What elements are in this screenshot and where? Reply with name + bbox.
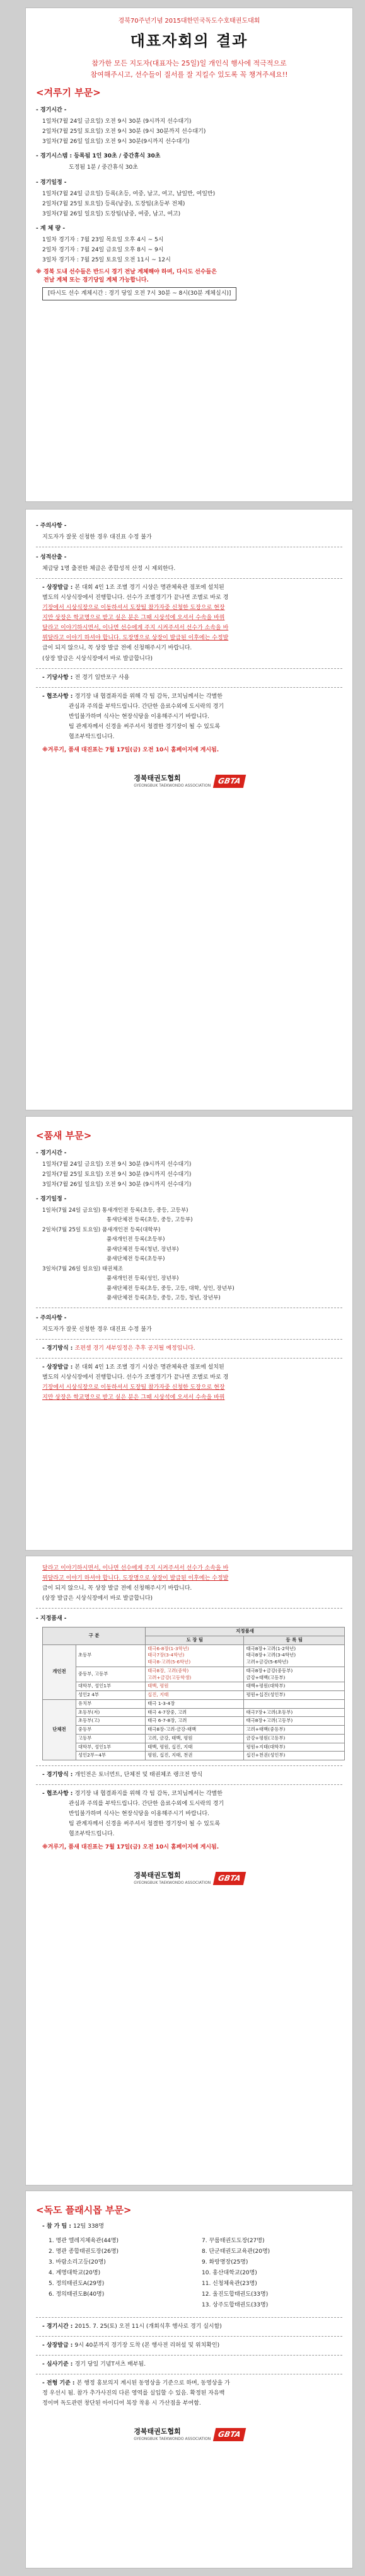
schedule-row: 2일차(7월 25일 토요일) 품새개인전 등록(대학부)	[42, 1226, 161, 1233]
table-cell: 평원+십진(성인부)	[244, 1691, 345, 1700]
list-item: 13. 상주도합태권도(33명)	[202, 2302, 269, 2309]
divider	[36, 2336, 342, 2337]
table-header: 등 록 팀	[244, 1636, 345, 1644]
results-sheet-part4: 달라고 이야기하시면서, 이나면 선수에게 주지 시켜주셔서 선수가 소속을 바 꿔달라고 이야기 하셔야 합니다. 도장명으로 상장이 발급된 이후에는 수정발 급이 되지 않으니, 꼭 상장 발급 전에 신청해주시기 바랍니다. (상장 발급은 시상식장에서 바로 발급합니다) - 지정품새 - 구 분 지정품새 도 장 팀 등 록 팀 개인전 초등부 태극6-8장(1-3학년) 태극7장(3-4학년) 태극8-고려(5-6학년) 태극8장+고려(1-2학년) 태극8장+고려(3-4학년) 고려+금강(5-6학년) 중등부, 고등부 태극8장, 고려(중학) 고려+금강(고등학생) 태극8장+금강(중등부) 금강+태백(고등부) 대학부, 성인1부 태백, 평원 태백+평원(대학부) 성인2 4부 십진, 지태 평원+십진(성인부) 단체전 유치부 태극 1-3-4장 초등부(저) 태극 4-7장중, 고려 태극7장+고려(초등부) 초등부(고) 태극 6-7-8장, 고려 태극8장+고려(고등부) 중등부 태극8장-고려-금강-태백 고려+태백(중등부) 고등부 고려, 금강, 태백, 평원 금강+평원(고등부) 대학부, 성인1부 태백, 평원, 십진, 지태 평원+지태(대학부) 성인2부~4부 평원, 십진, 지태, 천권 십진+천권(성인부) - 경기방식 : 개인전은 토너먼트, 단체전 및 태권체조 랭크전 방식 - 협조사항 : 경기장 내 협결좌지를 위해 각 팀 감독, 코치님께서는 각별한 관심과 주의를 부탁드립니다. 간단한 음료수외에 도시락의 경기 반입불가하며 식사는 현장식당을 이용해주시기 바랍니다. 팀 관계자께서 신경을 써주셔서 청결한 경기장이 될 수 있도록 협조부탁드립니다. ※겨루기, 품새 대진표는 7월 17일(금) 오전 10시 홈페이지에 게시됨. 경북태권도협회 GYEONGBUK TAEKWONDO ASSOCIATION GBTA	[25, 1556, 353, 2186]
table-cell: 태극7장+고려(초등부)	[244, 1708, 345, 1717]
scoring-text: 체급당 1명 출전한 체급은 종합성적 산정 시 제외한다.	[42, 566, 176, 573]
table-row	[43, 1691, 345, 1700]
weigh-row: 1일차 경기자 : 7월 23일 목요일 오후 4시 ~ 5시	[42, 236, 164, 243]
list-item: 9. 화랑명장(25명)	[202, 2259, 248, 2265]
table-cell: 중등부	[76, 1726, 145, 1735]
table-category: 단체전	[43, 1699, 76, 1760]
results-sheet-part2: - 주의사항 - 지도자가 잘못 신청한 경우 대진표 수정 불가 - 성적산출 - 체급당 1명 출전한 체급은 종합성적 산정 시 제외한다. - 상장발급 : 본 대회 4인 1조 조별 경기 시상은 명관체육관 점포에 설치된 별도의 시상식장에서 진행합니다. 선수가 조별경기가 끝나면 조별로 바로 경 기장에서 시상식장으로 이동하셔서 도장팀 참가자중 신청한 도장으로 현장 지만 상장은 학교명으로 받고 싶은 분은 그때 시상석에 오셔서 수속을 바꿔 달라고 이야기하시면서, 이나면 선수에게 주지 시켜주셔서 선수가 소속을 바 꿔달라고 이야기 하셔야 합니다. 도장명으로 상장이 발급된 이후에는 수정발 급이 되지 않으니, 꼭 상장 발급 전에 신청해주시기 바랍니다. (상장 발급은 시상식장에서 바로 발급합니다) - 기당사항 : 전 경기 일반포구 사용 - 협조사항 : 경기장 내 협결좌지를 위해 각 팀 감독, 코치님께서는 각별한 관심과 주의를 부탁드립니다. 간단한 음료수외에 도시락의 경기 반입불가하며 식사는 현장식당을 이용해주시기 바랍니다. 팀 관계자께서 신경을 써주셔서 청결한 경기장이 될 수 있도록 협조부탁드립니다. ※겨루기, 품새 대진표는 7월 17일(금) 오전 10시 홈페이지에 게시됨. 경북태권도협회 GYEONGBUK TAEKWONDO ASSOCIATION GBTA	[25, 509, 353, 1110]
logo-mark: GBTA	[213, 2428, 246, 2441]
table-cell: 태극8장-고려-금강-태백	[146, 1726, 244, 1735]
list-item: 6. 정의태권도B(40명)	[49, 2291, 105, 2298]
caution-text: 지도자가 잘못 신청한 경우 대진표 수정 불가	[42, 1326, 152, 1333]
results-sheet-part3: <품새 부문> - 경기시간 - 1일차(7월 24일 금요일) 오전 9시 30분 (9시까지 선수대기) 2일차(7월 25일 토요일) 오전 9시 30분 (9시까지 선수대기) 3일차(7월 26일 일요일) 오전 9시 30분 (9시까지 선수대기) - 경기일정 - 1일차(7월 24일 금요일) 통새개인전 등록(초등, 중등, 고등부) 통새단체전 등록(초등, 중등, 고등부) 2일차(7월 25일 토요일) 품새개인전 등록(대학부) 품새개인전 등록(초등부) 품새단체전 등록(청년, 장년부) 품새단체전 등록(초등부) 3일차(7월 26일 일요일) 태권체조 품새개인전 등록(성인, 장년부) 품새단체전 등록(초등, 중등, 고등, 대학, 성인, 장년부) 품새단체전 등록(초등, 중등, 고등, 청년, 장년부) - 주의사항 - 지도자가 잘못 신청한 경우 대진표 수정 불가 - 경기방식 : 조편셀 경기 세부일정은 추후 공지될 예정입니다. - 상장발급 : 본 대회 4인 1조 조별 경기 시상은 명관체육관 점포에 설치된 별도의 시상식장에서 진행합니다. 선수가 조별경기가 끝나면 조별로 바로 경 기장에서 시상식장으로 이동하셔서 도장팀 참가자중 신청한 도장으로 현장 지만 상장은 학교명으로 받고 싶은 분은 그때 시상석에 오셔서 수속을 바꿔	[25, 1116, 353, 1551]
label-caution: - 주의사항 -	[36, 1314, 67, 1321]
divider	[36, 1608, 342, 1609]
divider	[36, 2355, 342, 2356]
label-rule: - 경기방식 :	[42, 1345, 75, 1352]
bracket-notice: ※겨루기, 품새 대진표는 7월 17일(금) 오전 10시 홈페이지에 게시됨.	[42, 746, 219, 753]
table-cell: 태극8장+고려(1-2학년) 태극8장+고려(3-4학년) 고려+금강(5-6학년)	[244, 1644, 345, 1667]
list-item: 8. 단군태권도교육관(20명)	[202, 2248, 270, 2255]
divider	[36, 1765, 342, 1766]
table-row	[43, 1699, 345, 1708]
poomsae-table	[42, 1627, 345, 1760]
table-cell: 태극8장+고려(고등부)	[244, 1717, 345, 1726]
team-list	[36, 2235, 342, 2312]
divider	[36, 1358, 342, 1359]
table-row	[43, 1743, 345, 1752]
table-row	[43, 1708, 345, 1717]
results-sheet-part5: <독도 플래시몹 부문> - 참 가 팀 : 12팀 338명 1. 명관 엘레지체육관(44명) 2. 명관 종합태권도장(26명) 3. 바람소리고등(20명) 4. 계명대학교(20명) 5. 정의태권도A(29명) 6. 정의태권도B(40명) 7. 꾸룹태권도도장(27명) 8. 단군태권도교육관(20명) 9. 화랑명장(25명) 10. 홍산대학교(20명) 11. 신청체육관(23명) 12. 울진도합태권도(33명) 13. 상주도합태권도(33명) - 경기시간 : 2015. 7. 25(토) 오전 11시 (개회식후 행사로 경기 실시함) - 상장발급 : 9시 40분까지 경기장 도착 (본 행사전 리허설 및 위치확인) - 심사기준 : 경기 당일 기념T셔츠 배부됨. - 전형 기준 : 본 행정 홍보의지 계시된 동영상을 기준으로 하며, 동영상을 가 정 우선시 됨. 참가 추가사진의 다른 영역를 실입할 수 있음. 확정된 자유백 정이며 독도관련 창단된 아이디어 복장 착용 시 가산점을 부여함. 경북태권도협회 GYEONGBUK TAEKWONDO ASSOCIATION GBTA	[25, 2191, 353, 2568]
weigh-time-box: [타시도 선수 계체시간 : 경기 당일 오전 7시 30분 ~ 8시(30분 계체실시)]	[42, 287, 236, 300]
time-row: 2일차(7월 25일 토요일) 오전 9시 30분 (9시 30분까지 선수대기)	[42, 128, 206, 135]
list-item: 3. 바람소리고등(20명)	[49, 2259, 106, 2265]
table-cell: 금강+평원(고등부)	[244, 1734, 345, 1743]
table-row	[43, 1644, 345, 1667]
table-cell: 고려, 금강, 태백, 평원	[146, 1734, 244, 1743]
schedule-row: 품새단체전 등록(청년, 장년부)	[107, 1246, 179, 1253]
table-cell: 초등부(고)	[76, 1717, 145, 1726]
table-cell: 대학부, 성인1부	[76, 1743, 145, 1752]
list-item: 10. 홍산대학교(20명)	[202, 2269, 257, 2276]
prize-block-cont: 달라고 이야기하시면서, 이나면 선수에게 주지 시켜주셔서 선수가 소속을 바 꿔달라고 이야기 하셔야 합니다. 도장명으로 상장이 발급된 이후에는 수정발 급이 되지 않으니, 꼭 상장 발급 전에 신청해주시기 바랍니다. (상장 발급은 시상식장에서 바로 발급합니다)	[42, 1565, 229, 1602]
prize-block: - 상장발급 : 본 대회 4인 1조 조별 경기 시상은 명관체육관 점포에 설치된 별도의 시상식장에서 진행합니다. 선수가 조별경기가 끝나면 조별로 바로 경 기장에서 시상식장으로 이동하셔서 도장팀 참가자중 신청한 도장으로 현장 지만 상장은 학교명으로 받고 싶은 분은 그때 시상석에 오셔서 수속을 바꿔	[42, 1364, 229, 1401]
label-caution: - 주의사항 -	[36, 523, 67, 529]
table-cell: 태백, 평원, 십진, 지태	[146, 1743, 244, 1752]
table-cell: 고등부	[76, 1734, 145, 1743]
table-cell: 십진+천권(성인부)	[244, 1752, 345, 1760]
table-cell: 성인2 4부	[76, 1691, 145, 1700]
table-cell: 대학부, 성인1부	[76, 1682, 145, 1691]
association-logo	[36, 2427, 342, 2442]
label-teams: - 참 가 팀 :	[42, 2223, 74, 2230]
results-sheet-part1	[25, 8, 353, 502]
schedule-row: 3일차(7월 26일 일요일) 도장팀(남중, 여중, 남고, 여고)	[42, 210, 181, 217]
sparring-section-heading: <겨루기 부문>	[36, 87, 101, 99]
schedule-row: 2일차(7월 25일 토요일) 등록(남중), 도장팀(초등부 전체)	[42, 200, 185, 207]
weigh-row: 3일차 경기자 : 7월 25일 토요일 오전 11시 ~ 12시	[42, 256, 171, 263]
page-title: 대표자회의 결과	[130, 31, 248, 50]
list-item: 11. 신청체육관(23명)	[202, 2280, 257, 2287]
table-cell: 태극 4-7장중, 고려	[146, 1708, 244, 1717]
logo-subtext: GYEONGBUK TAEKWONDO ASSOCIATION	[134, 1881, 211, 1886]
table-cell: 평원+지태(대학부)	[244, 1743, 345, 1752]
label-weigh-in: - 계 체 량 -	[36, 225, 66, 232]
schedule-row: 품새개인전 등록(초등부)	[107, 1236, 165, 1243]
table-category: 개인전	[43, 1644, 76, 1699]
schedule-row: 품새개인전 등록(성인, 장년부)	[107, 1275, 179, 1282]
schedule-row: 품새단체전 등록(초등, 중등, 고등, 청년, 장년부)	[107, 1295, 221, 1302]
label-time: - 경기시간 :	[42, 2323, 75, 2330]
schedule-row: 1일차(7월 24일 금요일) 통새개인전 등록(초등, 중등, 고등부)	[42, 1207, 188, 1214]
table-cell: 중등부, 고등부	[76, 1667, 145, 1682]
table-cell: 유치부	[76, 1699, 145, 1708]
time-row: 3일차(7월 26일 일요일) 오전 9시 30분 (9시까지 선수대기)	[42, 1181, 192, 1188]
label-prize: - 상장발급 :	[42, 2342, 75, 2349]
table-cell: 태극 1-3-4장	[146, 1699, 244, 1708]
time-row: 1일차(7월 24일 금요일) 오전 9시 30분 (9시까지 선수대기)	[42, 1161, 192, 1168]
logo-subtext: GYEONGBUK TAEKWONDO ASSOCIATION	[134, 2437, 211, 2442]
intro-notice: 참가한 모든 지도자(대표자는 25일)일 개인식 행사에 적극적으로 참여해주시고, 선수들이 질서를 잘 지킬수 있도록 꼭 챙겨주세요!!	[90, 59, 288, 79]
divider	[36, 687, 342, 688]
divider	[36, 1784, 342, 1785]
table-row	[43, 1682, 345, 1691]
table-row	[43, 1734, 345, 1743]
label-prize: - 상장발급 :	[42, 584, 75, 591]
table-cell: 초등부	[76, 1644, 145, 1667]
time-row: 3일차(7월 26일 일요일) 오전 9시 30분(9시까지 선수대기)	[42, 139, 190, 145]
table-cell: 성인2부~4부	[76, 1752, 145, 1760]
cooperation-block: - 협조사항 : 경기장 내 협결좌지를 위해 각 팀 감독, 코치님께서는 각별한 관심과 주의를 부탁드립니다. 간단한 음료수외에 도시락의 경기 반입불가하며 식사는 현장식당을 이용해주시기 바랍니다. 팀 관계자께서 신경을 써주셔서 청결한 경기장이 될 수 있도록 협조부탁드립니다.	[42, 1791, 224, 1838]
label-referee: - 기당사항 :	[42, 674, 75, 681]
event-title: 경북70주년기념 2015대한민국독도수호태권도대회	[118, 18, 260, 25]
time-row: 2일차(7월 25일 토요일) 오전 9시 30분 (9시까지 선수대기)	[42, 1171, 192, 1178]
table-cell: 평원, 십진, 지태, 천권	[146, 1752, 244, 1760]
table-cell	[244, 1699, 345, 1708]
label-time: - 경기시간 -	[36, 107, 67, 114]
table-cell: 태극6-8장(1-3학년) 태극7장(3-4학년) 태극8-고려(5-6학년)	[146, 1644, 244, 1667]
time-row: 1일차(7월 24일 금요일) 오전 9시 30분 (9시까지 선수대기)	[42, 118, 192, 125]
association-logo	[36, 1871, 342, 1886]
divider	[36, 2317, 342, 2318]
table-row	[43, 1667, 345, 1682]
logo-text: 경북태권도협회	[134, 2427, 181, 2436]
table-cell: 태극8장, 고려(중학) 고려+금강(고등학생)	[146, 1667, 244, 1682]
table-header: 구 분	[43, 1627, 146, 1644]
list-item: 7. 꾸룹태권도도장(27명)	[202, 2237, 265, 2244]
divider	[36, 578, 342, 579]
table-cell: 십진, 지태	[146, 1691, 244, 1700]
label-time: - 경기시간 -	[36, 1149, 67, 1156]
table-cell: 태극8장+금강(중등부) 금강+태백(고등부)	[244, 1667, 345, 1682]
schedule-row: 통새단체전 등록(초등, 중등, 고등부)	[107, 1217, 193, 1224]
label-schedule: - 경기일정 -	[36, 1195, 67, 1202]
weigh-note: ※ 경북 도내 선수들은 반드시 경기 전날 계체해야 하며, 다시도 선수들은 전날 계체 또는 경기당일 계체 가능합니다.	[36, 268, 217, 283]
label-method: - 경기방식 :	[42, 1771, 75, 1778]
list-item: 12. 울진도합태권도(33명)	[202, 2291, 269, 2298]
method-row: 도정됨 1분 / 중간휴식 30초	[69, 164, 138, 171]
cooperation-block: - 협조사항 : 경기장 내 협결좌지를 위해 각 팀 감독, 코치님께서는 각별한 관심과 주의를 부탁드립니다. 간단한 음료수외에 도시락의 경기 반입불가하며 식사는 현장식당을 이용해주시기 바랍니다. 팀 관계자께서 신경을 써주셔서 청결한 경기장이 될 수 있도록 협조부탁드립니다.	[42, 693, 224, 740]
table-cell: 초등부(저)	[76, 1708, 145, 1717]
criteria-block: - 전형 기준 : 본 행정 홍보의지 계시된 동영상을 기준으로 하며, 동영상을 가 정 우선시 됨. 참가 추가사진의 다른 영역를 실입할 수 있음. 확정된 자유백 정이며 독도관련 창단된 아이디어 복장 착용 시 가산점을 부여함.	[42, 2380, 230, 2407]
list-item: 5. 정의태권도A(29명)	[49, 2280, 105, 2287]
table-row	[43, 1752, 345, 1760]
caution-text: 지도자가 잘못 신청한 경우 대진표 수정 불가	[42, 534, 152, 541]
flashmob-section-heading: <독도 플래시몹 부문>	[36, 2204, 132, 2216]
schedule-row: 3일차(7월 26일 일요일) 태권체조	[42, 1265, 124, 1272]
table-header: 지정품새	[146, 1627, 345, 1636]
schedule-row: 1일차(7월 24일 금요일) 등록(초등, 여중, 남고, 여고, 남일반, 여일반)	[42, 190, 216, 197]
label-method: - 경기시스템 : 등록됨 1인 30초 / 중간휴식 30초	[36, 153, 161, 160]
label-scoring: - 성적산출 -	[36, 554, 67, 561]
prize-block: - 상장발급 : 본 대회 4인 1조 조별 경기 시상은 명관체육관 점포에 설치된 별도의 시상식장에서 진행합니다. 선수가 조별경기가 끝나면 조별로 바로 경 기장에서 시상식장으로 이동하셔서 도장팀 참가자중 신청한 도장으로 현장 지만 상장은 학교명으로 받고 싶은 분은 그때 시상석에 오셔서 수속을 바꿔 달라고 이야기하시면서, 이나면 선수에게 주지 시켜주셔서 선수가 소속을 바 꿔달라고 이야기 하셔야 합니다. 도장명으로 상장이 발급된 이후에는 수정발 급이 되지 않으니, 꼭 상장 발급 전에 신청해주시기 바랍니다. (상장 발급은 시상식장에서 바로 발급합니다)	[42, 584, 229, 662]
table-row	[43, 1717, 345, 1726]
table-cell: 고려+태백(중등부)	[244, 1726, 345, 1735]
weigh-row: 2일차 경기자 : 7월 24일 금요일 오후 8시 ~ 9시	[42, 246, 164, 253]
logo-text: 경북태권도협회	[134, 1871, 181, 1880]
list-item: 2. 명관 종합태권도장(26명)	[49, 2248, 119, 2255]
list-item: 1. 명관 엘레지체육관(44명)	[49, 2237, 119, 2244]
table-row	[43, 1726, 345, 1735]
list-item: 4. 계명대학교(20명)	[49, 2269, 101, 2276]
logo-mark: GBTA	[213, 1872, 246, 1885]
label-judging: - 심사기준 :	[42, 2361, 75, 2368]
schedule-row: 품새단체전 등록(초등, 중등, 고등, 대학, 성인, 장년부)	[107, 1285, 235, 1292]
bracket-notice: ※겨루기, 품새 대진표는 7월 17일(금) 오전 10시 홈페이지에 게시됨.	[42, 1844, 219, 1851]
table-cell: 태극 6-7-8장, 고려	[146, 1717, 244, 1726]
label-designated-poomsae: - 지정품새 -	[36, 1616, 67, 1622]
table-header: 도 장 팀	[146, 1636, 244, 1644]
logo-subtext: GYEONGBUK TAEKWONDO ASSOCIATION	[134, 783, 211, 788]
association-logo	[36, 773, 342, 789]
team-list-right	[202, 2235, 342, 2312]
poomsae-section-heading: <품새 부문>	[36, 1130, 92, 1141]
team-list-left	[49, 2235, 189, 2312]
table-cell: 태백+평원(대학부)	[244, 1682, 345, 1691]
table-cell: 태백, 평원	[146, 1682, 244, 1691]
logo-mark: GBTA	[213, 775, 246, 788]
table-body	[43, 1644, 345, 1760]
divider	[36, 668, 342, 669]
divider	[36, 1339, 342, 1340]
schedule-row: 품새단체전 등록(초등부)	[107, 1256, 165, 1263]
label-schedule: - 경기일정 -	[36, 179, 67, 186]
logo-text: 경북태권도협회	[134, 773, 181, 782]
